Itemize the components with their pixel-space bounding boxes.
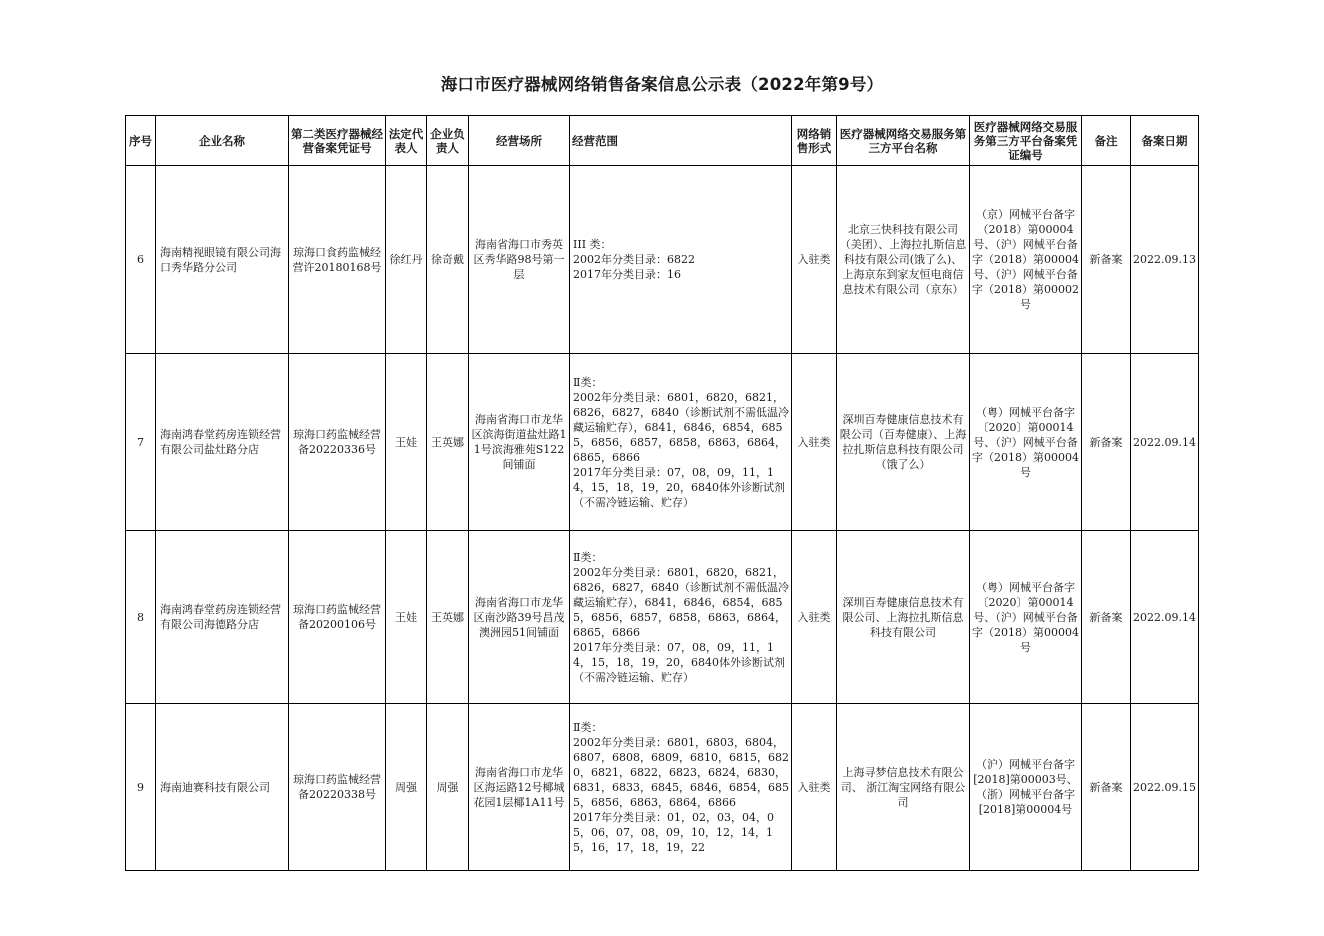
cell-company: 海南迪赛科技有限公司 [156,704,289,871]
cell-manager: 王英娜 [427,354,469,531]
table-row [126,531,1199,704]
cell-remark: 新备案 [1082,354,1131,531]
table-row [126,704,1199,871]
cell-legal: 周强 [386,704,427,871]
header-platform: 医疗器械网络交易服务第三方平台名称 [837,116,970,166]
header-form: 网络销售形式 [792,116,837,166]
cell-scope [570,531,792,704]
header-seq: 序号 [126,116,156,166]
header-remark: 备注 [1082,116,1131,166]
cell-company: 海南精视眼镜有限公司海口秀华路分公司 [156,166,289,354]
cell-company: 海南鸿春堂药房连锁经营有限公司海德路分店 [156,531,289,704]
cell-company: 海南鸿春堂药房连锁经营有限公司盐灶路分店 [156,354,289,531]
cell-manager: 王英娜 [427,531,469,704]
cell-scope [570,354,792,531]
cell-scope [570,704,792,871]
cell-seq: 7 [126,354,156,531]
cell-remark: 新备案 [1082,166,1131,354]
header-scope: 经营范围 [570,116,792,166]
cell-seq: 6 [126,166,156,354]
cell-remark: 新备案 [1082,531,1131,704]
cell-date: 2022.09.13 [1131,166,1199,354]
cell-address: 海南省海口市秀英区秀华路98号第一层 [469,166,570,354]
scope-2002: 2002年分类目录：6822 [573,253,695,266]
header-company: 企业名称 [156,116,289,166]
cell-platform-cert: （粤）网械平台备字〔2020〕第00014号、（沪）网械平台备字（2018）第00004号 [970,354,1082,531]
scope-2002: 2002年分类目录：6801，6820，6821，6826，6827，6840（诊断试剂不需低温冷藏运输贮存），6841，6846，6854，6855，6856，6857，6858，6863，6864，6865，6866 [573,390,789,464]
cell-manager: 徐奇戴 [427,166,469,354]
cell-cert: 琼海口药监械经营备20200106号 [289,531,386,704]
header-legal: 法定代表人 [386,116,427,166]
cell-platform: 深圳百寿健康信息技术有限公司、上海拉扎斯信息科技有限公司 [837,531,970,704]
scope-2017: 2017年分类目录：07，08，09，11，14，15，18，19，20，6840体外诊断试剂（不需冷链运输、贮存） [573,640,785,684]
scope-class: Ⅱ类： [573,720,603,734]
cell-seq: 9 [126,704,156,871]
cell-seq: 8 [126,531,156,704]
cell-address: 海南省海口市龙华区南沙路39号昌茂澳洲园51间铺面 [469,531,570,704]
cell-address: 海南省海口市龙华区海运路12号椰城花园1层椰1A11号 [469,704,570,871]
header-address: 经营场所 [469,116,570,166]
cell-address: 海南省海口市龙华区滨海街道盐灶路11号滨海雅苑S122间铺面 [469,354,570,531]
header-manager: 企业负责人 [427,116,469,166]
scope-2017: 2017年分类目录：01，02，03，04，05，06，07，08，09，10，12，14，15，16，17，18，19，22 [573,810,774,854]
scope-class: Ⅱ类： [573,550,603,564]
cell-platform: 北京三快科技有限公司（美团）、上海拉扎斯信息科技有限公司(饿了么)、 上海京东到家友恒电商信息技术有限公司（京东） [837,166,970,354]
cell-platform: 上海寻梦信息技术有限公司、 浙江淘宝网络有限公司 [837,704,970,871]
table-row [126,354,1199,531]
table-row [126,166,1199,354]
header-row [126,116,1199,166]
scope-class: III 类： [573,238,612,251]
cell-form: 入驻类 [792,704,837,871]
header-date: 备案日期 [1131,116,1199,166]
cell-platform-cert: （粤）网械平台备字〔2020〕第00014号、（沪）网械平台备字（2018）第00004号 [970,531,1082,704]
page-title: 海口市医疗器械网络销售备案信息公示表（2022年第9号） [440,75,884,94]
cell-manager: 周强 [427,704,469,871]
cell-cert: 琼海口药监械经营备20220336号 [289,354,386,531]
cell-legal: 徐红丹 [386,166,427,354]
cell-date: 2022.09.14 [1131,531,1199,704]
header-platform-cert: 医疗器械网络交易服务第三方平台备案凭证编号 [970,116,1082,166]
cell-remark: 新备案 [1082,704,1131,871]
filing-table [125,115,1199,871]
header-cert: 第二类医疗器械经营备案凭证号 [289,116,386,166]
cell-date: 2022.09.15 [1131,704,1199,871]
cell-form: 入驻类 [792,354,837,531]
cell-date: 2022.09.14 [1131,354,1199,531]
scope-2002: 2002年分类目录：6801，6820，6821，6826，6827，6840（诊断试剂不需低温冷藏运输贮存），6841，6846，6854，6855，6856，6857，6858，6863，6864，6865，6866 [573,565,789,639]
scope-2002: 2002年分类目录：6801，6803，6804，6807，6808，6809，6810，6815，6820，6821，6822，6823，6824，6830，6831，6833，6845，6846，6854，6855，6856，6863，6864，6866 [573,735,789,809]
cell-legal: 王娃 [386,531,427,704]
cell-platform-cert: （京）网械平台备字（2018）第00004号、（沪）网械平台备字（2018）第00004号、（沪）网械平台备字（2018）第00002号 [970,166,1082,354]
cell-platform-cert: （沪）网械平台备字[2018]第00003号、（浙）网械平台备字[2018]第00004号 [970,704,1082,871]
cell-cert: 琼海口药监械经营备20220338号 [289,704,386,871]
cell-form: 入驻类 [792,531,837,704]
cell-scope [570,166,792,354]
scope-class: Ⅱ类： [573,375,603,389]
cell-platform: 深圳百寿健康信息技术有限公司（百寿健康）、上海拉扎斯信息科技有限公司（饿了么） [837,354,970,531]
scope-2017: 2017年分类目录：16 [573,268,681,281]
scope-2017: 2017年分类目录：07，08，09，11，14，15，18，19，20，6840体外诊断试剂（不需冷链运输、贮存） [573,465,785,509]
cell-cert: 琼海口食药监械经营许20180168号 [289,166,386,354]
cell-form: 入驻类 [792,166,837,354]
cell-legal: 王娃 [386,354,427,531]
